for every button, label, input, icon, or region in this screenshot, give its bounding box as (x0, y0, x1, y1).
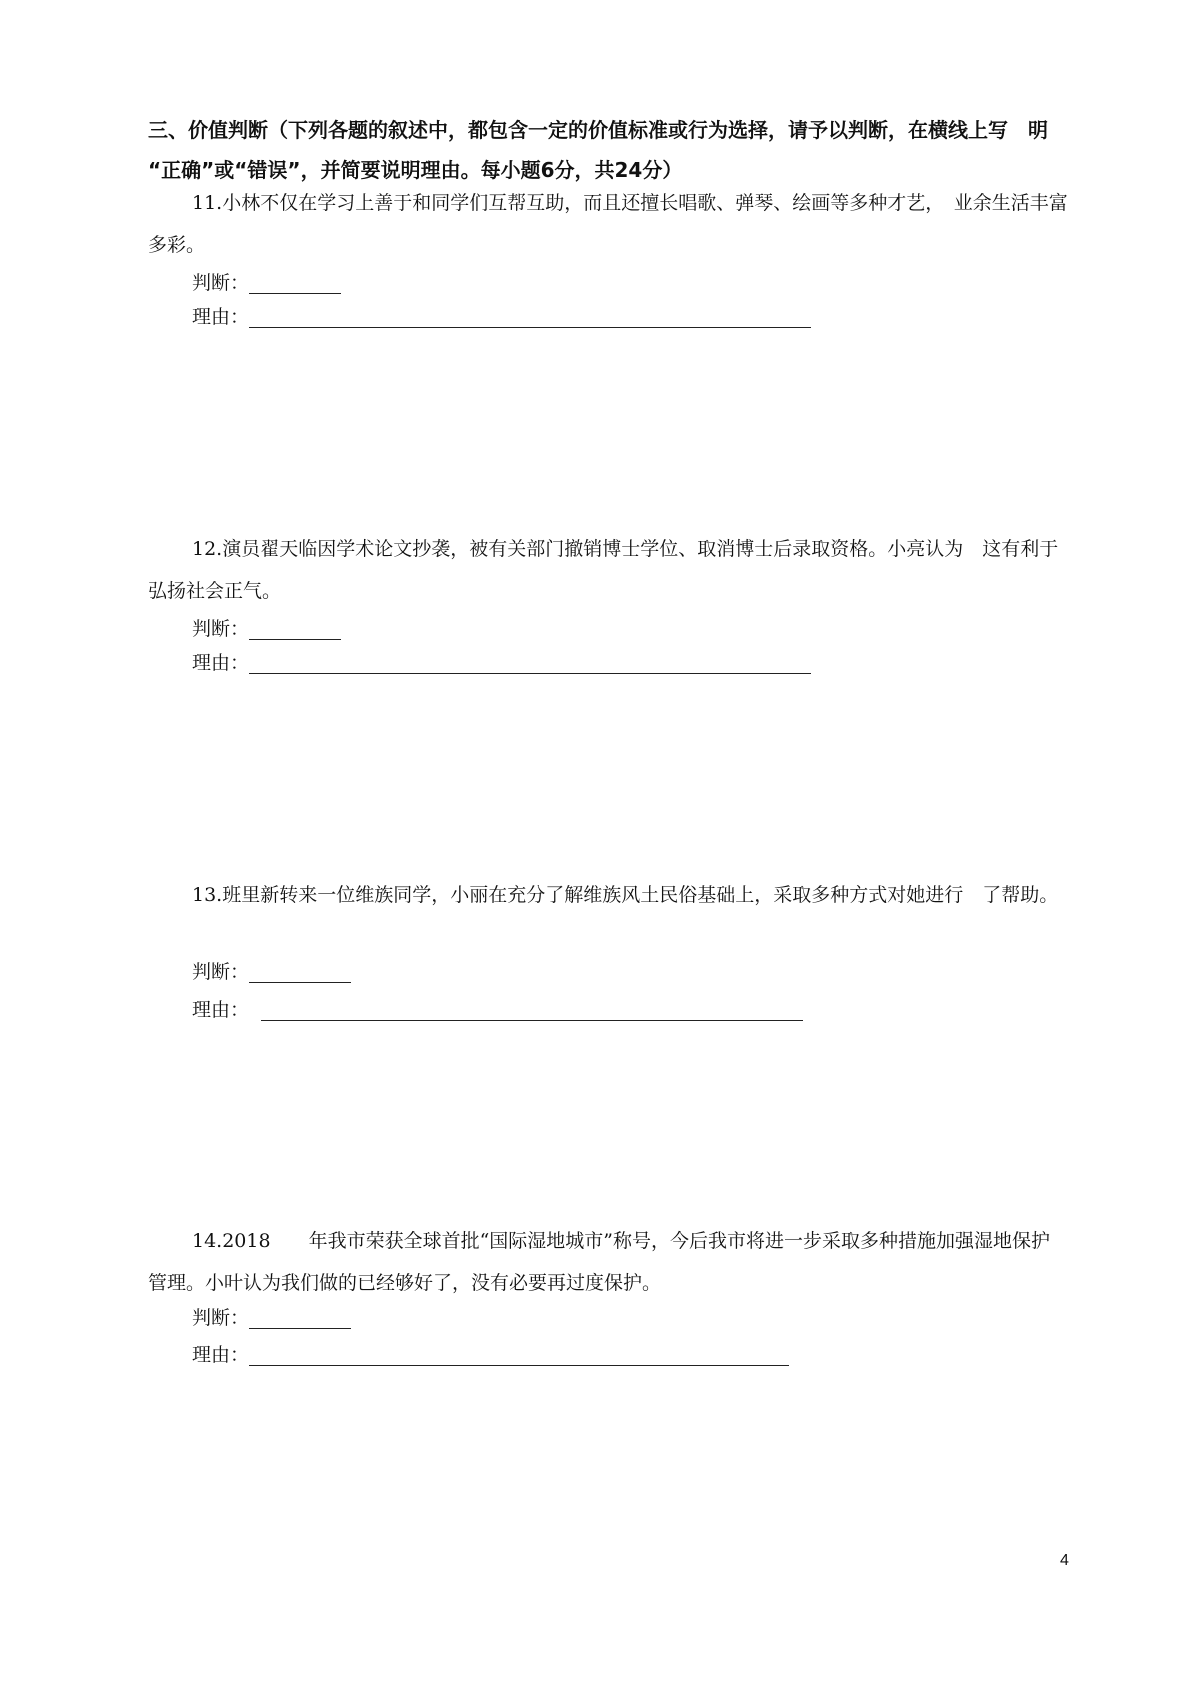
question-11-judgement-row (192, 266, 341, 300)
question-13-text: 13.班里新转来一位维族同学，小丽在充分了解维族风土民俗基础上，采取多种方式对她进行 了帮助。 (192, 884, 1059, 906)
judgement-label: 判断： (192, 961, 250, 983)
question-13-reason-row (192, 993, 803, 1027)
section-heading-line1: 三、价值判断（下列各题的叙述中，都包含一定的价值标准或行为选择，请予以判断，在横线上写 明 (148, 118, 1048, 142)
reason-label: 理由： (192, 652, 250, 674)
judgement-blank[interactable] (249, 612, 341, 640)
question-14-reason-row (192, 1338, 789, 1372)
reason-blank[interactable] (261, 993, 803, 1021)
question-12-judgement-row (192, 612, 341, 646)
question-14-text: 14.2018 年我市荣获全球首批“国际湿地城市”称号，今后我市将进一步采取多种措施加强湿地保护管理。小叶认为我们做的已经够好了，没有必要再过度保护。 (148, 1230, 1050, 1294)
reason-label: 理由： (192, 306, 250, 328)
judgement-label: 判断： (192, 272, 250, 294)
section-heading (148, 110, 1068, 190)
reason-blank[interactable] (249, 300, 811, 328)
question-12-text: 12.演员翟天临因学术论文抄袭，被有关部门撤销博士学位、取消博士后录取资格。小亮认为 这有利于弘扬社会正气。 (148, 538, 1059, 602)
reason-label: 理由： (192, 999, 250, 1021)
judgement-label: 判断： (192, 618, 250, 640)
question-14-judgement-row (192, 1301, 351, 1335)
reason-blank[interactable] (249, 1338, 789, 1366)
question-11-text: 11.小林不仅在学习上善于和同学们互帮互助，而且还擅长唱歌、弹琴、绘画等多种才艺， 业余生活丰富多彩。 (148, 192, 1068, 256)
section-heading-line2: “正确”或“错误”，并简要说明理由。每小题6分，共24分） (148, 158, 683, 182)
question-11-reason-row (192, 300, 811, 334)
page-number: 4 (1060, 1552, 1069, 1569)
reason-label: 理由： (192, 1344, 250, 1366)
question-12-reason-row (192, 646, 811, 680)
judgement-blank[interactable] (249, 266, 341, 294)
judgement-label: 判断： (192, 1307, 250, 1329)
judgement-blank[interactable] (249, 955, 351, 983)
reason-blank[interactable] (249, 646, 811, 674)
judgement-blank[interactable] (249, 1301, 351, 1329)
question-13-judgement-row (192, 955, 351, 989)
